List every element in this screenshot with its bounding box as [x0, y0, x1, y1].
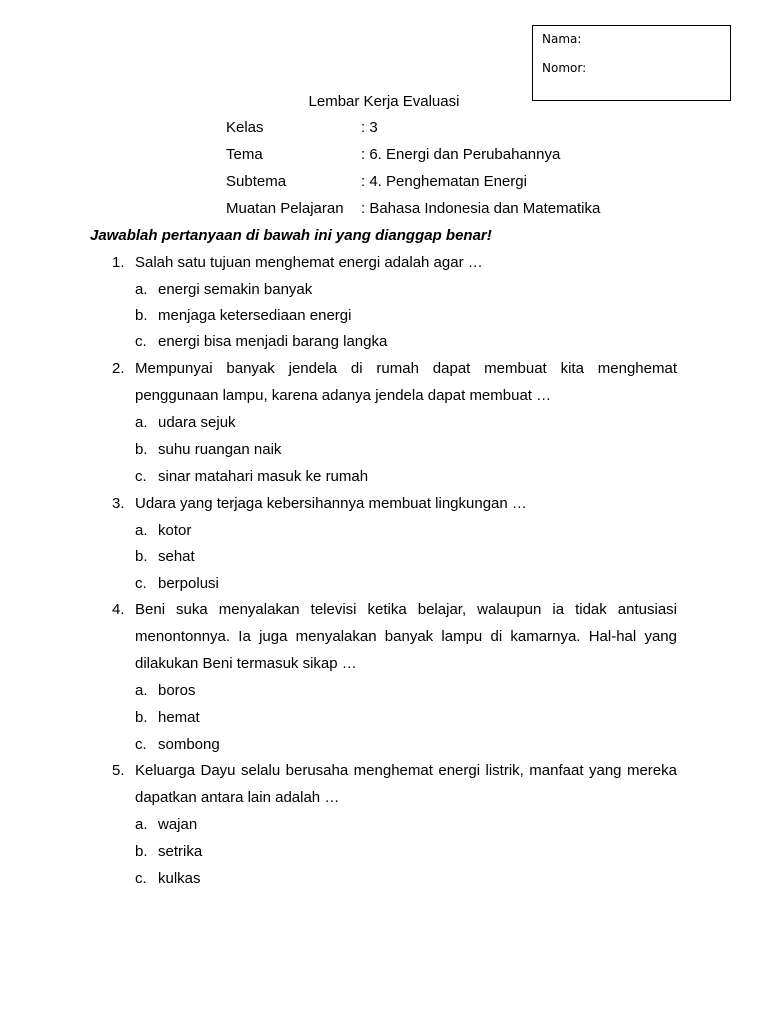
option-letter: a.: [135, 522, 148, 539]
question-text: Mempunyai banyak jendela di rumah dapat membuat kita menghemat: [135, 360, 677, 377]
option-letter: b.: [135, 548, 148, 565]
name-label: Nama:: [542, 32, 582, 46]
option-letter: a.: [135, 682, 148, 699]
option-letter: b.: [135, 307, 148, 324]
option-text: boros: [158, 682, 196, 699]
meta-value: : 6. Energi dan Perubahannya: [361, 146, 561, 163]
question-text: penggunaan lampu, karena adanya jendela dapat membuat …: [135, 387, 552, 404]
option-text: sombong: [158, 736, 220, 753]
option-text: kotor: [158, 522, 192, 539]
question-text: Salah satu tujuan menghemat energi adalah agar …: [135, 254, 483, 271]
option-text: setrika: [158, 843, 203, 860]
meta-value: : 4. Penghematan Energi: [361, 173, 527, 190]
meta-key: Muatan Pelajaran: [226, 200, 344, 217]
question-number: 5.: [112, 762, 125, 779]
option-letter: c.: [135, 736, 147, 753]
question-number: 1.: [112, 254, 125, 271]
option-letter: a.: [135, 816, 148, 833]
question-text: menontonnya. Ia juga menyalakan banyak lampu di kamarnya. Hal-hal yang: [135, 628, 677, 645]
option-text: menjaga ketersediaan energi: [158, 307, 352, 324]
option-letter: c.: [135, 575, 147, 592]
option-text: energi bisa menjadi barang langka: [158, 333, 388, 350]
option-letter: c.: [135, 333, 147, 350]
option-text: sinar matahari masuk ke rumah: [158, 468, 369, 485]
meta-value: : 3: [361, 119, 378, 136]
option-text: suhu ruangan naik: [158, 441, 282, 458]
question-text: Beni suka menyalakan televisi ketika belajar, walaupun ia tidak antusiasi: [135, 601, 677, 618]
meta-key: Subtema: [226, 173, 287, 190]
option-letter: a.: [135, 414, 148, 431]
question-number: 2.: [112, 360, 125, 377]
question-number: 4.: [112, 601, 125, 618]
number-label: Nomor:: [542, 61, 587, 75]
option-text: kulkas: [158, 870, 201, 887]
question-text: Udara yang terjaga kebersihannya membuat lingkungan …: [135, 495, 527, 512]
option-text: udara sejuk: [158, 414, 236, 431]
option-text: sehat: [158, 548, 195, 565]
option-letter: c.: [135, 870, 147, 887]
option-text: wajan: [158, 816, 198, 833]
question-text: Keluarga Dayu selalu berusaha menghemat energi listrik, manfaat yang mereka: [135, 762, 677, 779]
option-letter: c.: [135, 468, 147, 485]
meta-value: : Bahasa Indonesia dan Matematika: [361, 200, 601, 217]
question-text: dilakukan Beni termasuk sikap …: [135, 655, 357, 672]
option-text: energi semakin banyak: [158, 281, 313, 298]
meta-key: Kelas: [226, 119, 264, 136]
option-text: hemat: [158, 709, 200, 726]
question-number: 3.: [112, 495, 125, 512]
option-letter: b.: [135, 843, 148, 860]
name-number-box: [532, 25, 731, 101]
instruction: Jawablah pertanyaan di bawah ini yang dianggap benar!: [90, 227, 492, 244]
option-letter: b.: [135, 441, 148, 458]
meta-key: Tema: [226, 146, 263, 163]
option-letter: a.: [135, 281, 148, 298]
option-letter: b.: [135, 709, 148, 726]
question-text: dapatkan antara lain adalah …: [135, 789, 340, 806]
option-text: berpolusi: [158, 575, 219, 592]
page-title: Lembar Kerja Evaluasi: [308, 93, 460, 110]
